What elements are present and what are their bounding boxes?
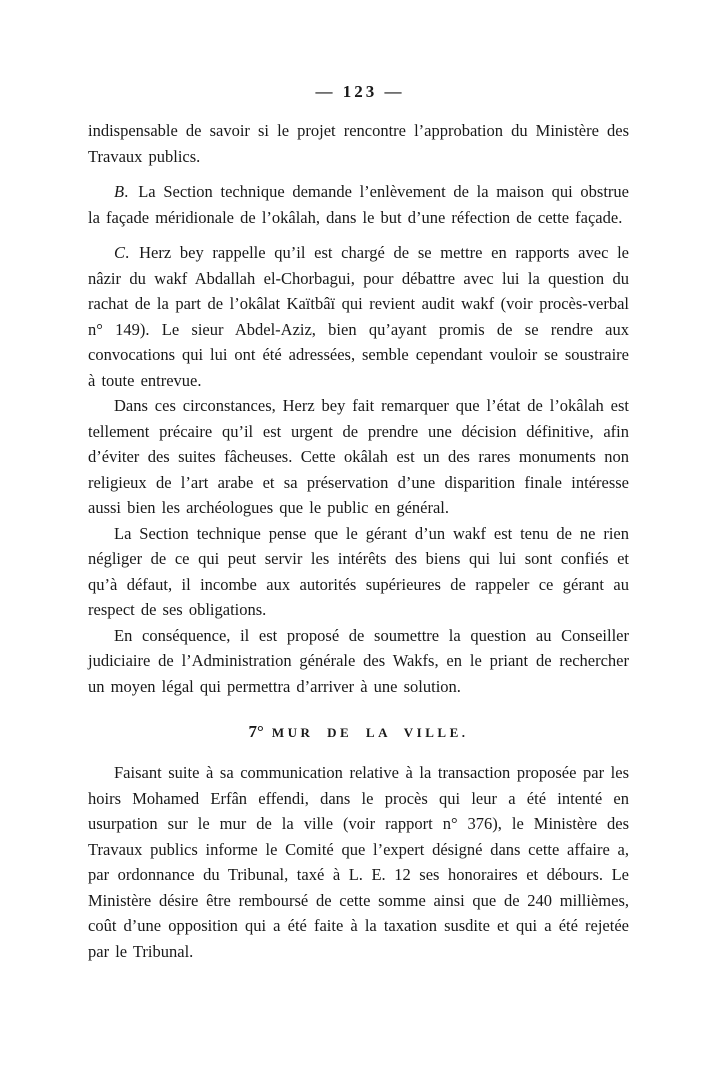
paragraph-text: Dans ces circonstances, Herz bey fait remarquer que l’état de l’okâlah est tellement précaire qu’il est urgent de prendre une décision définitive, afin d’éviter des suites fâcheuses. Cette okâlah est un des rares monuments non religieux de l’art arabe et sa préservation d’une disparition finale intéresse aussi bien les archéologues que le public en général. bbox=[88, 396, 629, 517]
paragraph-section-technique bbox=[88, 521, 629, 623]
paragraph-item-b bbox=[88, 179, 629, 230]
text-block bbox=[88, 118, 629, 964]
paragraph-lead-b: B. bbox=[114, 182, 130, 201]
section-heading bbox=[88, 721, 629, 744]
paragraph-text: La Section technique demande l’enlèvement de la maison qui obstrue la façade méridionale de l’okâlah, dans le but d’une réfection de cette façade. bbox=[88, 182, 629, 227]
paragraph-continuation bbox=[88, 118, 629, 169]
section-heading-numeral: 7° bbox=[248, 722, 264, 741]
paragraph-text: indispensable de savoir si le projet rencontre l’approbation du Ministère des Travaux publics. bbox=[88, 121, 629, 166]
paragraph-circonstances bbox=[88, 393, 629, 521]
paragraph-text: La Section technique pense que le gérant d’un wakf est tenu de ne rien négliger de ce qui peut servir les intérêts des biens qui lui sont confiés et qu’à défaut, il incombe aux autorités supérieures de rappeler ce gérant au respect de ses obligations. bbox=[88, 523, 629, 619]
paragraph-item-c bbox=[88, 240, 629, 393]
paragraph-text: En conséquence, il est proposé de soumettre la question au Conseiller judiciaire de l’Administration générale des Wakfs, en le priant de rechercher un moyen légal qui permettra d’arriver à une solution. bbox=[88, 625, 629, 696]
page-number-header: — 123 — bbox=[315, 82, 405, 101]
paragraph-text: Herz bey rappelle qu’il est chargé de se mettre en rapports avec le nâzir du wakf Abdallah el-Chorbagui, pour débattre avec lui la question du rachat de la part de l’okâlat Kaïtbâï qui revient audit wakf (voir procès-verbal n° 149). Le sieur Abdel-Aziz, bien qu’ayant promis de se rendre aux convocations qui lui ont été adressées, semble cependant vouloir se soustraire à toute entrevue. bbox=[88, 243, 629, 390]
paragraph-mur-de-la-ville bbox=[88, 760, 629, 964]
paragraph-text: Faisant suite à sa communication relative à la transaction proposée par les hoirs Mohamed Erfân effendi, dans le procès qui leur a été intenté en usurpation sur le mur de la ville (voir rapport n° 376), le Ministère des Travaux publics informe le Comité que l’expert désigné dans cette affaire a, par ordonnance du Tribunal, taxé à L. E. 12 ses honoraires et débours. Le Ministère désire être remboursé de cette somme ainsi que de 240 millièmes, coût d’une opposition qui a été faite à la taxation susdite et qui a été rejetée par le Tribunal. bbox=[88, 763, 629, 961]
paragraph-consequence bbox=[88, 623, 629, 700]
paragraph-lead-c: C. bbox=[114, 243, 131, 262]
section-heading-title: MUR DE LA VILLE. bbox=[271, 725, 469, 740]
